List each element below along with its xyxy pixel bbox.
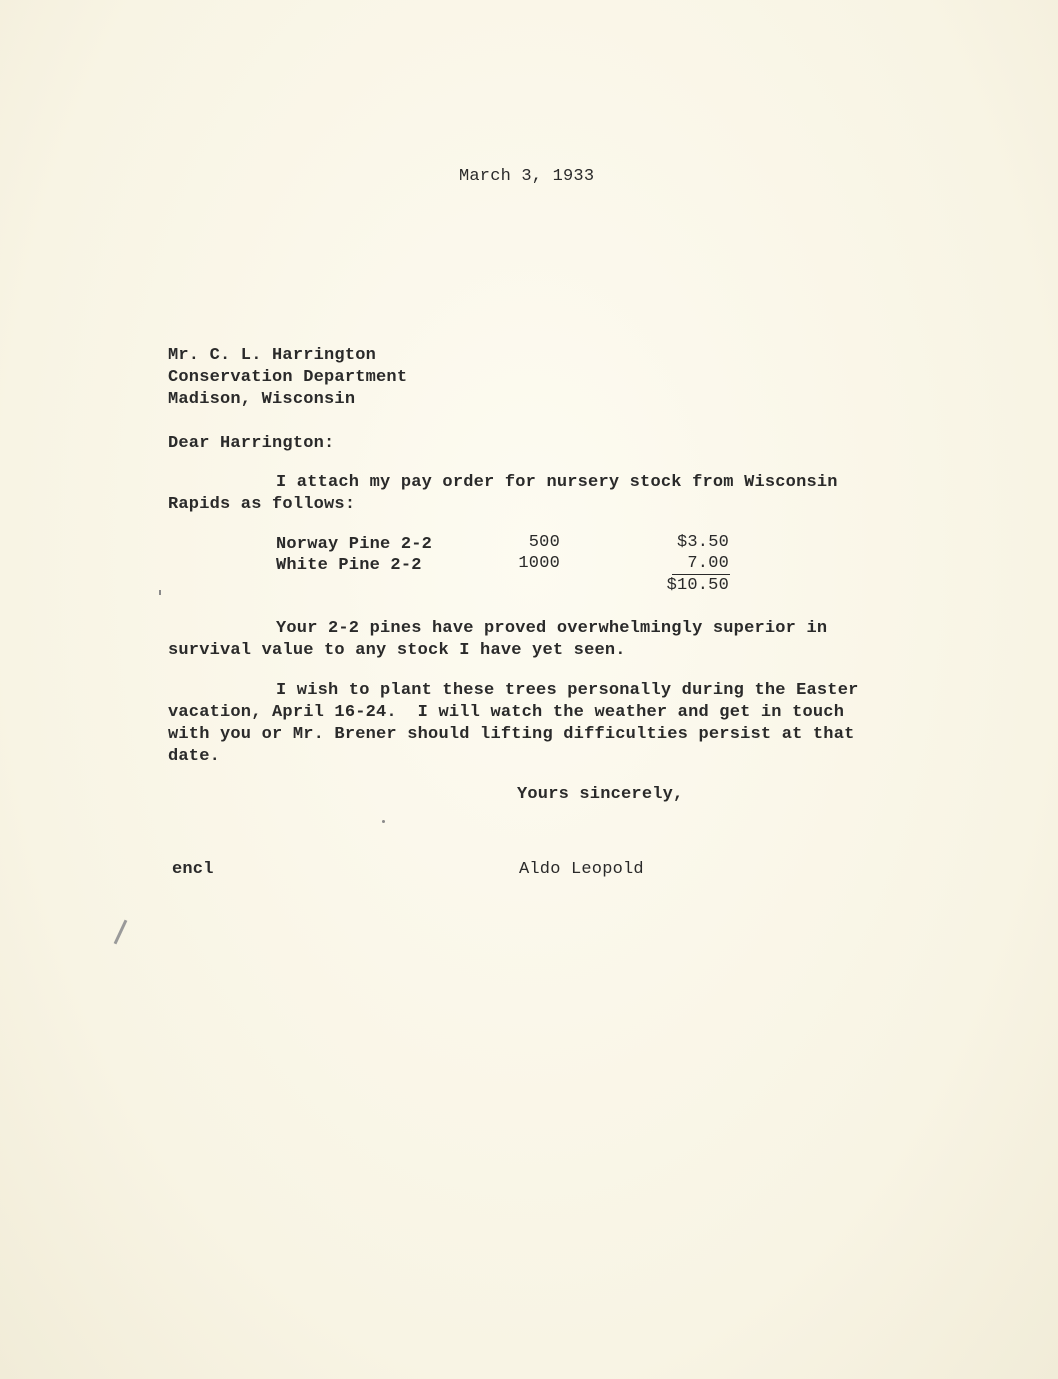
paper-speck [159, 590, 161, 595]
paragraph-3-line-4: date. [168, 747, 221, 766]
paragraph-3-line-1: I wish to plant these trees personally during the Easter [276, 681, 859, 700]
order-item-name: White Pine 2-2 [276, 556, 422, 575]
paragraph-2-line-1: Your 2-2 pines have proved overwhelmingly superior in [276, 619, 828, 638]
recipient-organization: Conservation Department [168, 368, 408, 387]
letter-date: March 3, 1933 [459, 167, 595, 186]
enclosure-note: encl [172, 860, 214, 879]
recipient-name: Mr. C. L. Harrington [168, 346, 377, 365]
paragraph-2-line-2: survival value to any stock I have yet seen. [168, 641, 626, 660]
order-item-amount: $3.50 [676, 533, 729, 552]
paragraph-1-line-1: I attach my pay order for nursery stock from Wisconsin [276, 473, 838, 492]
salutation: Dear Harrington: [168, 434, 335, 453]
order-item-name: Norway Pine 2-2 [276, 535, 433, 554]
order-total: $10.50 [666, 576, 729, 595]
order-item-amount: 7.00 [687, 554, 729, 573]
complimentary-close: Yours sincerely, [517, 785, 684, 804]
paragraph-1-line-2: Rapids as follows: [168, 495, 356, 514]
paper-speck [382, 820, 385, 823]
signature-name: Aldo Leopold [519, 860, 644, 879]
paragraph-3-line-3: with you or Mr. Brener should lifting difficulties persist at that [168, 725, 855, 744]
order-item-quantity: 500 [528, 533, 560, 552]
paragraph-3-line-2: vacation, April 16-24. I will watch the weather and get in touch [168, 703, 845, 722]
recipient-location: Madison, Wisconsin [168, 390, 356, 409]
pencil-mark [114, 920, 128, 945]
order-item-quantity: 1000 [518, 554, 560, 573]
